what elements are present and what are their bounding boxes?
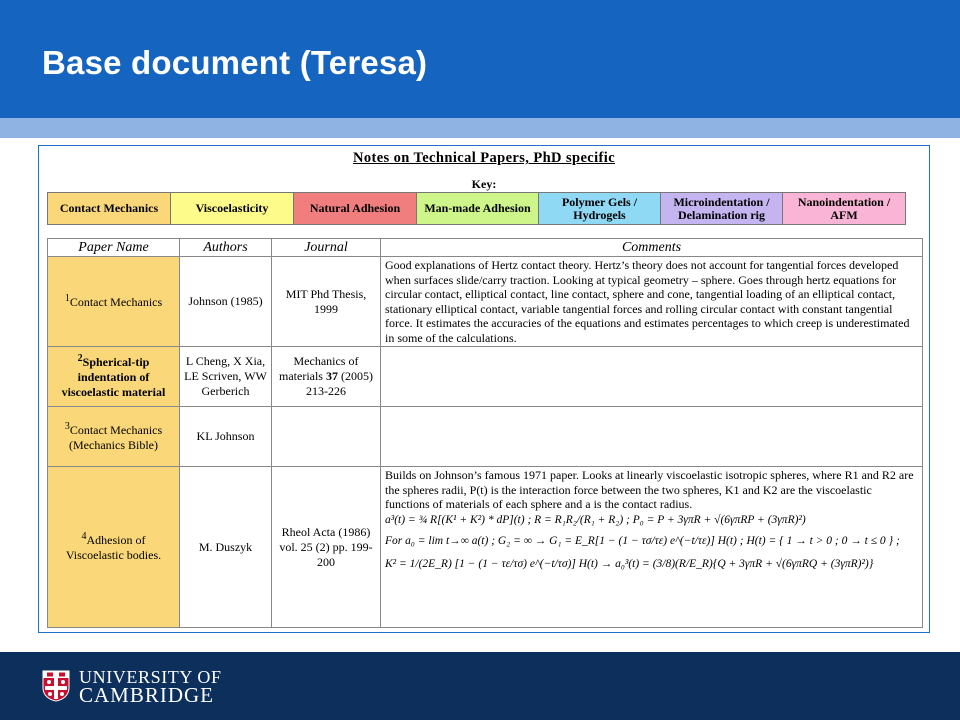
key-contact-mechanics: Contact Mechanics: [48, 193, 171, 224]
authors-cell: M. Duszyk: [180, 467, 272, 628]
key-polymer-gels: Polymer Gels / Hydrogels: [539, 193, 661, 224]
university-wordmark: [79, 667, 222, 707]
header-comments: Comments: [381, 239, 923, 257]
key-nanoindentation: Nanoindentation / AFM: [783, 193, 905, 224]
table-row: [48, 257, 923, 347]
comments-cell: [381, 407, 923, 467]
paper-name: Contact Mechanics (Mechanics Bible): [69, 422, 163, 452]
color-key: [47, 192, 906, 225]
paper-name-cell: [48, 407, 180, 467]
comments-cell: [381, 347, 923, 407]
journal-cell: [272, 347, 381, 407]
equation-2: For a₀ = lim t→∞ a(t) ; G₂ = ∞ → G₁ = E_R[1 − (1 − τσ/τε) e^(−t/τε)] H(t) ; H(t) = { 1 → t > 0 ; 0 → t ≤ 0 } ;: [385, 534, 900, 547]
comments-text: Builds on Johnson’s famous 1971 paper. Looks at linearly viscoelastic isotropic spheres, where R1 and R2 are the spheres radii, P(t) is the interaction force between the two spheres, K1 and K2 are the viscoelastic functions of materials of each sphere and a is the contact radius.: [385, 468, 914, 511]
paper-number: 3: [64, 420, 70, 432]
document-title: Notes on Technical Papers, PhD specific: [352, 150, 616, 166]
wordmark-line-2: CAMBRIDGE: [79, 683, 215, 707]
key-label: Key:: [471, 177, 497, 191]
paper-number: 1: [64, 293, 70, 304]
paper-name: Contact Mechanics: [69, 295, 163, 309]
key-viscoelasticity: Viscoelasticity: [171, 193, 294, 224]
header-paper-name: Paper Name: [48, 239, 180, 257]
header-journal: Journal: [272, 239, 381, 257]
paper-name-cell: [48, 257, 180, 347]
key-natural-adhesion: Natural Adhesion: [294, 193, 417, 224]
journal-cell: [272, 407, 381, 467]
key-man-made-adhesion: Man-made Adhesion: [417, 193, 539, 224]
authors-cell: Johnson (1985): [180, 257, 272, 347]
paper-name-cell: [48, 347, 180, 407]
table-row: [48, 347, 923, 407]
journal-volume: 37: [325, 369, 338, 383]
wordmark-line-1: UNIVERSITY OF: [79, 667, 222, 687]
table-row: [48, 407, 923, 467]
embedded-document: [38, 145, 930, 633]
journal-cell: MIT Phd Thesis, 1999: [272, 257, 381, 347]
journal-cell: Rheol Acta (1986) vol. 25 (2) pp. 199-200: [272, 467, 381, 628]
comments-cell: [381, 467, 923, 628]
paper-name: Adhesion of Viscoelastic bodies.: [65, 533, 162, 562]
table-row: [48, 467, 923, 628]
title-bar-accent-strip: [0, 118, 960, 138]
paper-number: 4: [81, 531, 87, 542]
equation-1: a³(t) = ¾ R[(K¹ + K²) * dP](t) ; R = R₁R₂/(R₁ + R₂) ; P₀ = P + 3γπR + √(6γπRP + (3γπR)²): [385, 513, 806, 526]
authors-cell: KL Johnson: [180, 407, 272, 467]
paper-name-cell: [48, 467, 180, 628]
papers-table: [47, 238, 923, 628]
journal-name: Mechanics of materials: [279, 354, 359, 383]
header-authors: Authors: [180, 239, 272, 257]
comments-cell: Good explanations of Hertz contact theory. Hertz’s theory does not account for tangential forces developed when surfaces slide/carry traction. Looking at typical geometry – sphere. Goes through hertz equations for circular contact, elliptical contact, line contact, sphere and cone, tangential loading of an elliptical contact, stationary elliptical contact, variable tangential forces and rolling circular contact with constant tangential force. It estimates the accuracies of the equations and estimates percentages to which creep is underestimated in some of the calculations.: [381, 257, 923, 347]
paper-name: Spherical-tip indentation of viscoelastic material: [61, 355, 166, 399]
equation-3: K² = 1/(2E_R) [1 − (1 − τε/τσ) e^(−t/τσ)] H(t) → a₀³(t) = (3/8)(R/E_R){Q + 3γπR + √(6γπRQ + (3γπR)²)}: [385, 557, 874, 570]
journal-pages: (2005) 213-226: [306, 369, 373, 398]
key-microindentation: Microindentation / Delamination rig: [661, 193, 783, 224]
university-crest-icon: [42, 670, 70, 702]
table-header-row: [48, 239, 923, 257]
authors-cell: L Cheng, X Xia, LE Scriven, WW Gerberich: [180, 347, 272, 407]
paper-number: 2: [77, 353, 83, 364]
slide-title: Base document (Teresa): [42, 44, 428, 81]
